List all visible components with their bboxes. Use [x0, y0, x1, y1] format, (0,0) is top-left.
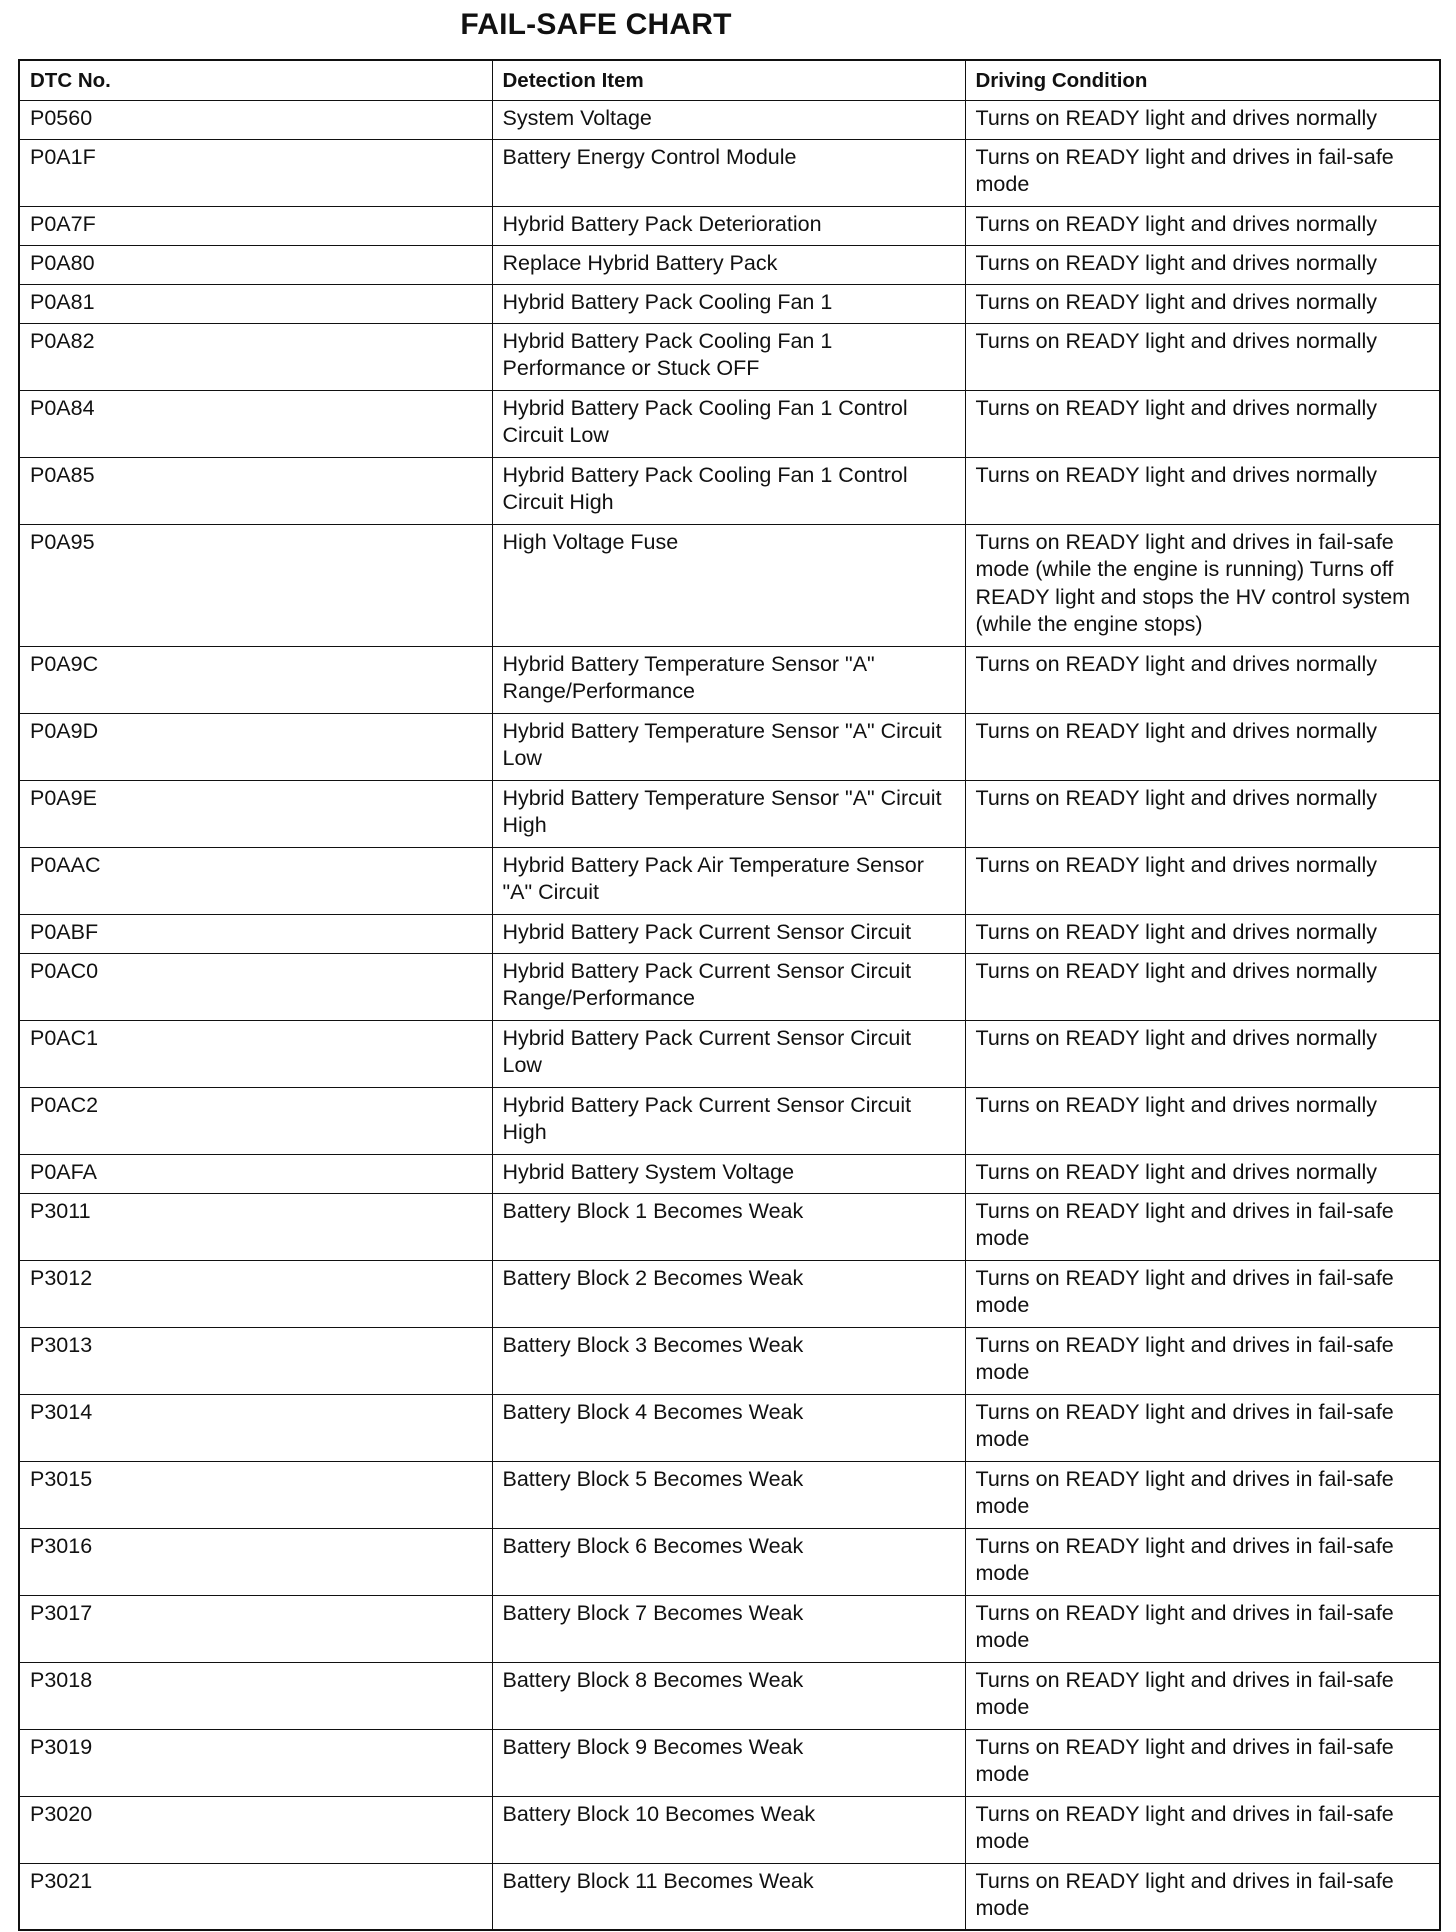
dtc-cell: P3018 [19, 1662, 492, 1729]
detection-item-cell: System Voltage [492, 100, 965, 139]
driving-condition-cell: Turns on READY light and drives normally [965, 713, 1440, 780]
driving-condition-cell: Turns on READY light and drives normally [965, 100, 1440, 139]
detection-item-cell: Battery Block 4 Becomes Weak [492, 1394, 965, 1461]
detection-item-cell: Hybrid Battery Pack Deterioration [492, 206, 965, 245]
detection-item-cell: Battery Block 10 Becomes Weak [492, 1796, 965, 1863]
table-row [19, 646, 1440, 713]
dtc-cell: P0A95 [19, 524, 492, 646]
detection-item-cell: Hybrid Battery Temperature Sensor "A" Circuit High [492, 780, 965, 847]
table-row [19, 847, 1440, 914]
dtc-cell: P0A1F [19, 139, 492, 206]
driving-condition-cell: Turns on READY light and drives normally [965, 1020, 1440, 1087]
detection-item-cell: Battery Block 7 Becomes Weak [492, 1595, 965, 1662]
detection-item-cell: Hybrid Battery Pack Cooling Fan 1 Control Circuit High [492, 457, 965, 524]
detection-item-cell: Battery Block 8 Becomes Weak [492, 1662, 965, 1729]
detection-item-cell: Battery Block 6 Becomes Weak [492, 1528, 965, 1595]
driving-condition-cell: Turns on READY light and drives in fail-safe mode [965, 1796, 1440, 1863]
dtc-cell: P0A85 [19, 457, 492, 524]
table-row [19, 1327, 1440, 1394]
table-row [19, 1595, 1440, 1662]
dtc-cell: P3011 [19, 1193, 492, 1260]
driving-condition-cell: Turns on READY light and drives normally [965, 390, 1440, 457]
table-row [19, 1863, 1440, 1930]
dtc-cell: P0A9E [19, 780, 492, 847]
driving-condition-cell: Turns on READY light and drives in fail-safe mode [965, 1729, 1440, 1796]
table-row [19, 1662, 1440, 1729]
detection-item-cell: Replace Hybrid Battery Pack [492, 245, 965, 284]
detection-item-cell: Hybrid Battery Pack Current Sensor Circuit [492, 914, 965, 953]
table-row [19, 1461, 1440, 1528]
detection-item-cell: Battery Block 5 Becomes Weak [492, 1461, 965, 1528]
driving-condition-cell: Turns on READY light and drives in fail-safe mode [965, 1662, 1440, 1729]
detection-item-cell: Battery Block 1 Becomes Weak [492, 1193, 965, 1260]
dtc-cell: P0AC2 [19, 1087, 492, 1154]
dtc-cell: P0A80 [19, 245, 492, 284]
table-row [19, 1394, 1440, 1461]
table-header-row [19, 60, 1440, 100]
table-row [19, 1020, 1440, 1087]
dtc-cell: P0A84 [19, 390, 492, 457]
detection-item-cell: Battery Block 3 Becomes Weak [492, 1327, 965, 1394]
table-row [19, 1796, 1440, 1863]
fail-safe-table [18, 59, 1441, 1931]
dtc-cell: P0560 [19, 100, 492, 139]
dtc-cell: P3016 [19, 1528, 492, 1595]
table-row [19, 206, 1440, 245]
detection-item-cell: Hybrid Battery Pack Cooling Fan 1 [492, 284, 965, 323]
table-row [19, 953, 1440, 1020]
driving-condition-cell: Turns on READY light and drives normally [965, 284, 1440, 323]
table-row [19, 1729, 1440, 1796]
dtc-cell: P0AAC [19, 847, 492, 914]
detection-item-cell: Battery Energy Control Module [492, 139, 965, 206]
dtc-cell: P0AC0 [19, 953, 492, 1020]
driving-condition-cell: Turns on READY light and drives normally [965, 323, 1440, 390]
driving-condition-cell: Turns on READY light and drives normally [965, 1154, 1440, 1193]
header-detection-item: Detection Item [492, 60, 965, 100]
dtc-cell: P0AC1 [19, 1020, 492, 1087]
table-row [19, 457, 1440, 524]
dtc-cell: P3021 [19, 1863, 492, 1930]
driving-condition-cell: Turns on READY light and drives in fail-safe mode [965, 1394, 1440, 1461]
table-row [19, 284, 1440, 323]
driving-condition-cell: Turns on READY light and drives normally [965, 1087, 1440, 1154]
dtc-cell: P0A9D [19, 713, 492, 780]
dtc-cell: P3017 [19, 1595, 492, 1662]
dtc-cell: P3015 [19, 1461, 492, 1528]
dtc-cell: P3013 [19, 1327, 492, 1394]
driving-condition-cell: Turns on READY light and drives in fail-safe mode (while the engine is running) Turns off READY light and stops the HV control system (while the engine stops) [965, 524, 1440, 646]
driving-condition-cell: Turns on READY light and drives normally [965, 206, 1440, 245]
table-row [19, 323, 1440, 390]
driving-condition-cell: Turns on READY light and drives normally [965, 780, 1440, 847]
table-row [19, 390, 1440, 457]
driving-condition-cell: Turns on READY light and drives in fail-safe mode [965, 1528, 1440, 1595]
detection-item-cell: Battery Block 2 Becomes Weak [492, 1260, 965, 1327]
driving-condition-cell: Turns on READY light and drives normally [965, 646, 1440, 713]
driving-condition-cell: Turns on READY light and drives normally [965, 245, 1440, 284]
dtc-cell: P3014 [19, 1394, 492, 1461]
table-row [19, 914, 1440, 953]
detection-item-cell: Hybrid Battery Temperature Sensor "A" Range/Performance [492, 646, 965, 713]
dtc-cell: P0A81 [19, 284, 492, 323]
detection-item-cell: Battery Block 11 Becomes Weak [492, 1863, 965, 1930]
header-dtc-no: DTC No. [19, 60, 492, 100]
table-body [19, 100, 1440, 1930]
dtc-cell: P0A9C [19, 646, 492, 713]
detection-item-cell: Hybrid Battery Pack Current Sensor Circuit Low [492, 1020, 965, 1087]
driving-condition-cell: Turns on READY light and drives in fail-safe mode [965, 1327, 1440, 1394]
driving-condition-cell: Turns on READY light and drives normally [965, 457, 1440, 524]
driving-condition-cell: Turns on READY light and drives normally [965, 847, 1440, 914]
page-title: FAIL-SAFE CHART [460, 8, 732, 41]
dtc-cell: P0AFA [19, 1154, 492, 1193]
driving-condition-cell: Turns on READY light and drives normally [965, 914, 1440, 953]
detection-item-cell: High Voltage Fuse [492, 524, 965, 646]
driving-condition-cell: Turns on READY light and drives in fail-safe mode [965, 1193, 1440, 1260]
detection-item-cell: Hybrid Battery Pack Air Temperature Sensor "A" Circuit [492, 847, 965, 914]
table-row [19, 1193, 1440, 1260]
driving-condition-cell: Turns on READY light and drives in fail-safe mode [965, 139, 1440, 206]
table-row [19, 713, 1440, 780]
detection-item-cell: Hybrid Battery Pack Current Sensor Circuit High [492, 1087, 965, 1154]
table-row [19, 1087, 1440, 1154]
table-row [19, 1154, 1440, 1193]
driving-condition-cell: Turns on READY light and drives normally [965, 953, 1440, 1020]
dtc-cell: P0A82 [19, 323, 492, 390]
table-row [19, 780, 1440, 847]
header-driving-condition: Driving Condition [965, 60, 1440, 100]
table-row [19, 100, 1440, 139]
detection-item-cell: Hybrid Battery Temperature Sensor "A" Circuit Low [492, 713, 965, 780]
dtc-cell: P3012 [19, 1260, 492, 1327]
table-row [19, 524, 1440, 646]
dtc-cell: P3020 [19, 1796, 492, 1863]
dtc-cell: P3019 [19, 1729, 492, 1796]
driving-condition-cell: Turns on READY light and drives in fail-safe mode [965, 1461, 1440, 1528]
table-row [19, 139, 1440, 206]
detection-item-cell: Battery Block 9 Becomes Weak [492, 1729, 965, 1796]
table-row [19, 1528, 1440, 1595]
dtc-cell: P0A7F [19, 206, 492, 245]
table-row [19, 1260, 1440, 1327]
driving-condition-cell: Turns on READY light and drives in fail-safe mode [965, 1863, 1440, 1930]
driving-condition-cell: Turns on READY light and drives in fail-safe mode [965, 1595, 1440, 1662]
dtc-cell: P0ABF [19, 914, 492, 953]
driving-condition-cell: Turns on READY light and drives in fail-safe mode [965, 1260, 1440, 1327]
detection-item-cell: Hybrid Battery Pack Current Sensor Circuit Range/Performance [492, 953, 965, 1020]
detection-item-cell: Hybrid Battery Pack Cooling Fan 1 Performance or Stuck OFF [492, 323, 965, 390]
detection-item-cell: Hybrid Battery Pack Cooling Fan 1 Control Circuit Low [492, 390, 965, 457]
table-row [19, 245, 1440, 284]
detection-item-cell: Hybrid Battery System Voltage [492, 1154, 965, 1193]
